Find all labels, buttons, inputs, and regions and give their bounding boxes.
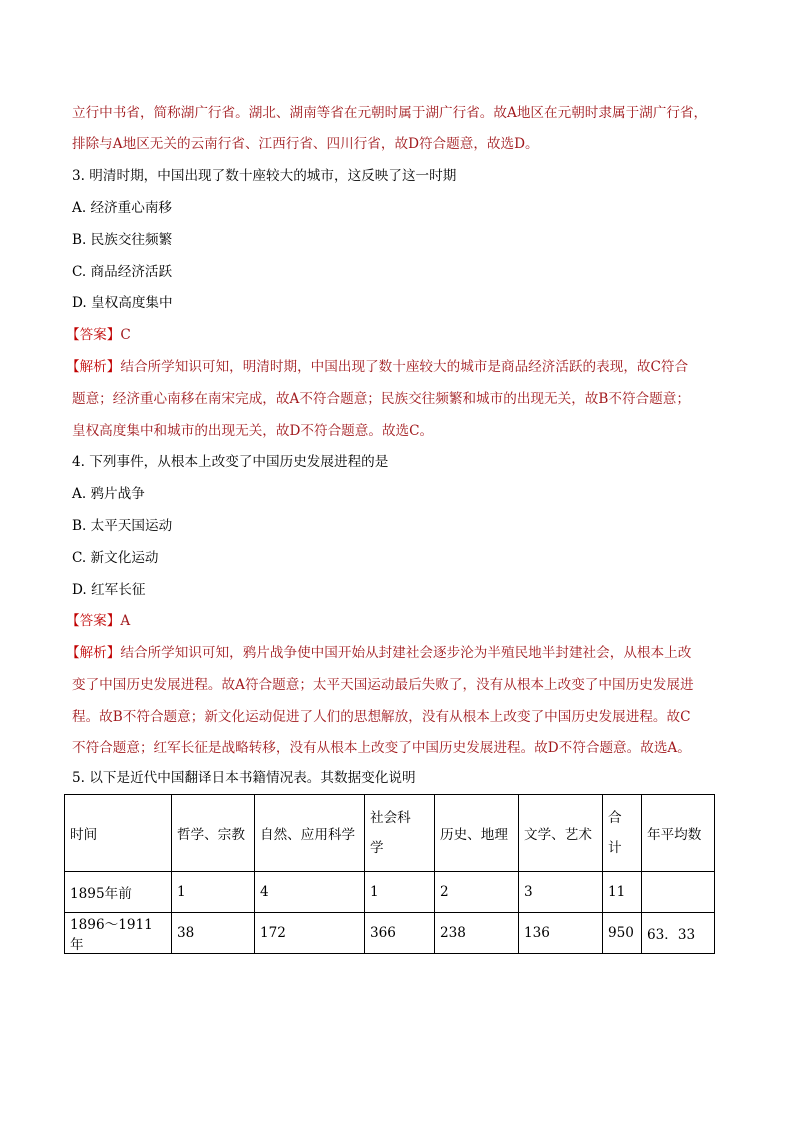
- question-4-option-a: A. 鸦片战争: [72, 486, 145, 502]
- table-cell: 950: [603, 913, 642, 954]
- table-header-cell: 历史、地理: [435, 795, 519, 872]
- analysis-tag: 【解析】: [66, 359, 121, 375]
- question-3-option-d: D. 皇权高度集中: [72, 295, 173, 311]
- table-cell: 366: [365, 913, 435, 954]
- table-row: [65, 913, 715, 954]
- analysis-continuation-line: 排除与A地区无关的云南行省、江西行省、四川行省，故D符合题意，故选D。: [72, 136, 539, 152]
- answer-letter: C: [120, 327, 131, 343]
- table-cell: 172: [255, 913, 365, 954]
- table-cell: 2: [435, 872, 519, 913]
- table-row: [65, 872, 715, 913]
- table-cell: 63．33: [642, 913, 715, 954]
- table-cell: 1: [172, 872, 255, 913]
- table-header-row: [65, 795, 715, 872]
- question-3-stem: 3. 明清时期，中国出现了数十座较大的城市，这反映了这一时期: [72, 168, 457, 184]
- question-4-analysis-line: 变了中国历史发展进程。故A符合题意；太平天国运动最后失败了，没有从根本上改变了中国历史发展进: [72, 677, 694, 693]
- question-4-option-b: B. 太平天国运动: [72, 518, 173, 534]
- answer-letter: A: [120, 613, 131, 629]
- question-3-analysis-line: 皇权高度集中和城市的出现无关，故D不符合题意。故选C。: [72, 423, 434, 439]
- table-header-cell: 文学、艺术: [519, 795, 603, 872]
- question-3-analysis-line: 题意；经济重心南移在南宋完成，故A不符合题意；民族交往频繁和城市的出现无关，故B不符合题意；: [72, 391, 690, 407]
- question-4-analysis-line: 程。故B不符合题意；新文化运动促进了人们的思想解放，没有从根本上改变了中国历史发展进程。故C: [72, 709, 691, 725]
- question-4-answer: [66, 611, 130, 631]
- table-header-cell: 自然、应用科学: [255, 795, 365, 872]
- question-5-stem: 5. 以下是近代中国翻译日本书籍情况表。其数据变化说明: [72, 770, 416, 786]
- question-3-option-c: C. 商品经济活跃: [72, 264, 173, 280]
- question-4-option-d: D. 红军长征: [72, 582, 146, 598]
- table-header-cell: 时间: [65, 795, 172, 872]
- question-3-option-b: B. 民族交往频繁: [72, 232, 173, 248]
- question-3-option-a: A. 经济重心南移: [72, 200, 173, 216]
- table-cell: 1895年前: [65, 872, 172, 913]
- table-header-cell: 年平均数: [642, 795, 715, 872]
- question-4-stem: 4. 下列事件，从根本上改变了中国历史发展进程的是: [72, 454, 389, 470]
- analysis-text: 结合所学知识可知，明清时期，中国出现了数十座较大的城市是商品经济活跃的表现，故C符合: [120, 359, 689, 375]
- answer-tag: 【答案】: [66, 613, 121, 629]
- analysis-tag: 【解析】: [66, 645, 121, 661]
- table-cell: 4: [255, 872, 365, 913]
- table-header-cell: 社会科 学: [365, 795, 435, 872]
- question-4-analysis-line: 不符合题意；红军长征是战略转移，没有从根本上改变了中国历史发展进程。故D不符合题意。故选A。: [72, 740, 691, 756]
- table-cell: 11: [603, 872, 642, 913]
- table-cell: 136: [519, 913, 603, 954]
- table-header-cell: 合 计: [603, 795, 642, 872]
- question-4-option-c: C. 新文化运动: [72, 550, 159, 566]
- question-3-analysis-line: [66, 357, 688, 377]
- table-cell: 38: [172, 913, 255, 954]
- table-cell: 1896～1911年: [65, 913, 172, 954]
- analysis-text: 结合所学知识可知，鸦片战争使中国开始从封建社会逐步沦为半殖民地半封建社会，从根本上改: [120, 645, 692, 661]
- question-3-answer: [66, 325, 131, 345]
- table-cell: 3: [519, 872, 603, 913]
- answer-tag: 【答案】: [66, 327, 121, 343]
- table-header-cell: 哲学、宗教: [172, 795, 255, 872]
- table-cell: 238: [435, 913, 519, 954]
- analysis-continuation-line: 立行中书省，简称湖广行省。湖北、湖南等省在元朝时属于湖广行省。故A地区在元朝时隶属于湖广行省，: [72, 105, 708, 121]
- table-cell: [642, 872, 715, 913]
- question-4-analysis-line: [66, 643, 691, 663]
- translation-data-table: [64, 794, 715, 954]
- table-cell: 1: [365, 872, 435, 913]
